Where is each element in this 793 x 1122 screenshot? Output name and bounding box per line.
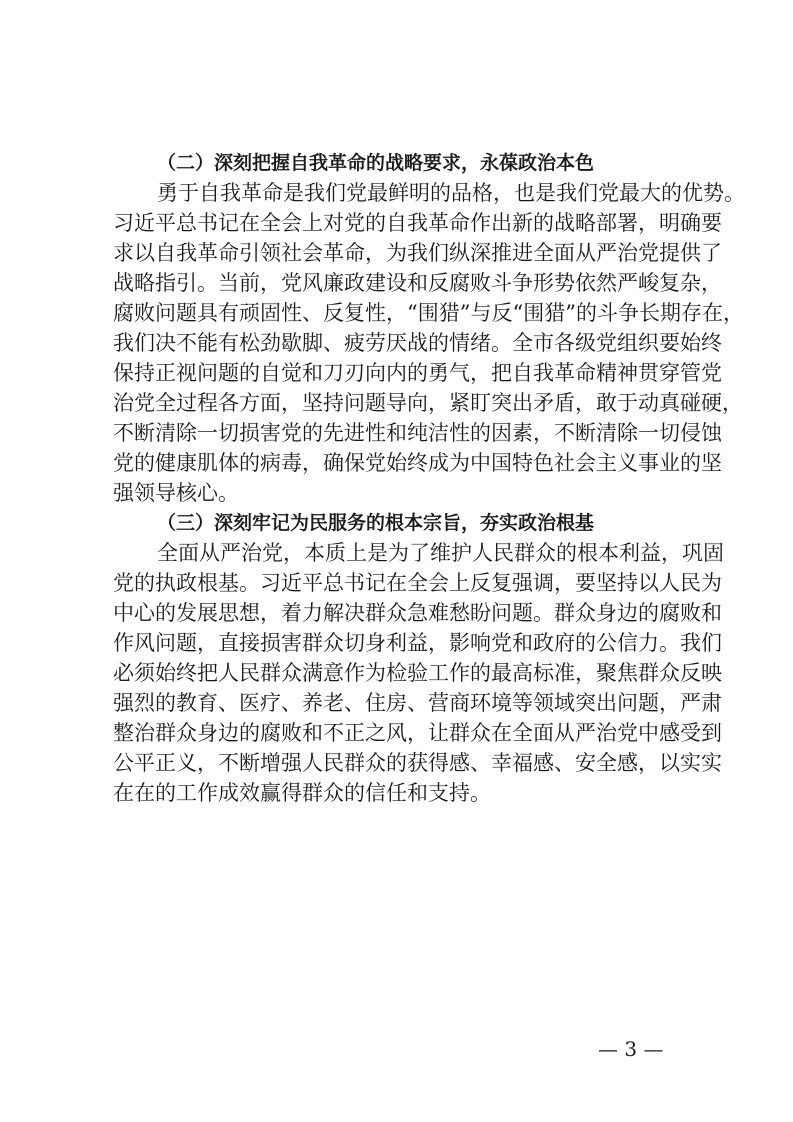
paragraph-line: 作风问题，直接损害群众切身利益，影响党和政府的公信力。我们 xyxy=(113,631,722,655)
paragraph-line: 全面从严治党，本质上是为了维护人民群众的根本利益，巩固 xyxy=(157,541,724,565)
paragraph-line: 党的执政根基。习近平总书记在全会上反复强调，要坚持以人民为 xyxy=(113,571,722,595)
document-body xyxy=(113,148,745,808)
paragraph-line: 保持正视问题的自觉和刀刃向内的勇气，把自我革命精神贯穿管党 xyxy=(113,361,722,385)
paragraph-line: 治党全过程各方面，坚持问题导向，紧盯突出矛盾，敢于动真碰硬， xyxy=(113,391,743,415)
paragraph-line: 战略指引。当前，党风廉政建设和反腐败斗争形势依然严峻复杂， xyxy=(113,271,722,295)
section-heading-3: （三）深刻牢记为民服务的根本宗旨，夯实政治根基 xyxy=(157,512,595,534)
paragraph-line: 强领导核心。 xyxy=(113,481,239,505)
paragraph-line: 强烈的教育、医疗、养老、住房、营商环境等领域突出问题，严肃 xyxy=(113,691,722,715)
paragraph-line: 求以自我革命引领社会革命，为我们纵深推进全面从严治党提供了 xyxy=(113,241,722,265)
paragraph-line: 公平正义，不断增强人民群众的获得感、幸福感、安全感，以实实 xyxy=(113,751,722,775)
paragraph-section-3 xyxy=(113,538,724,808)
paragraph-line: 必须始终把人民群众满意作为检验工作的最高标准，聚焦群众反映 xyxy=(113,661,722,685)
paragraph-line: 党的健康肌体的病毒，确保党始终成为中国特色社会主义事业的坚 xyxy=(113,451,722,475)
paragraph-line: 勇于自我革命是我们党最鲜明的品格，也是我们党最大的优势。 xyxy=(157,181,745,205)
paragraph-line: 整治群众身边的腐败和不正之风，让群众在全面从严治党中感受到 xyxy=(113,721,722,745)
paragraph-line: 腐败问题具有顽固性、反复性，“围猎”与反“围猎”的斗争长期存在， xyxy=(113,301,744,325)
section-heading-2: （二）深刻把握自我革命的战略要求，永葆政治本色 xyxy=(157,152,595,174)
page-number: — 3 — xyxy=(598,1037,664,1061)
paragraph-line: 习近平总书记在全会上对党的自我革命作出新的战略部署，明确要 xyxy=(113,211,722,235)
paragraph-line: 我们决不能有松劲歇脚、疲劳厌战的情绪。全市各级党组织要始终 xyxy=(113,331,722,355)
paragraph-line: 在在的工作成效赢得群众的信任和支持。 xyxy=(113,781,491,805)
paragraph-line: 不断清除一切损害党的先进性和纯洁性的因素，不断清除一切侵蚀 xyxy=(113,421,722,445)
paragraph-section-2 xyxy=(113,178,745,508)
paragraph-line: 中心的发展思想，着力解决群众急难愁盼问题。群众身边的腐败和 xyxy=(113,601,722,625)
